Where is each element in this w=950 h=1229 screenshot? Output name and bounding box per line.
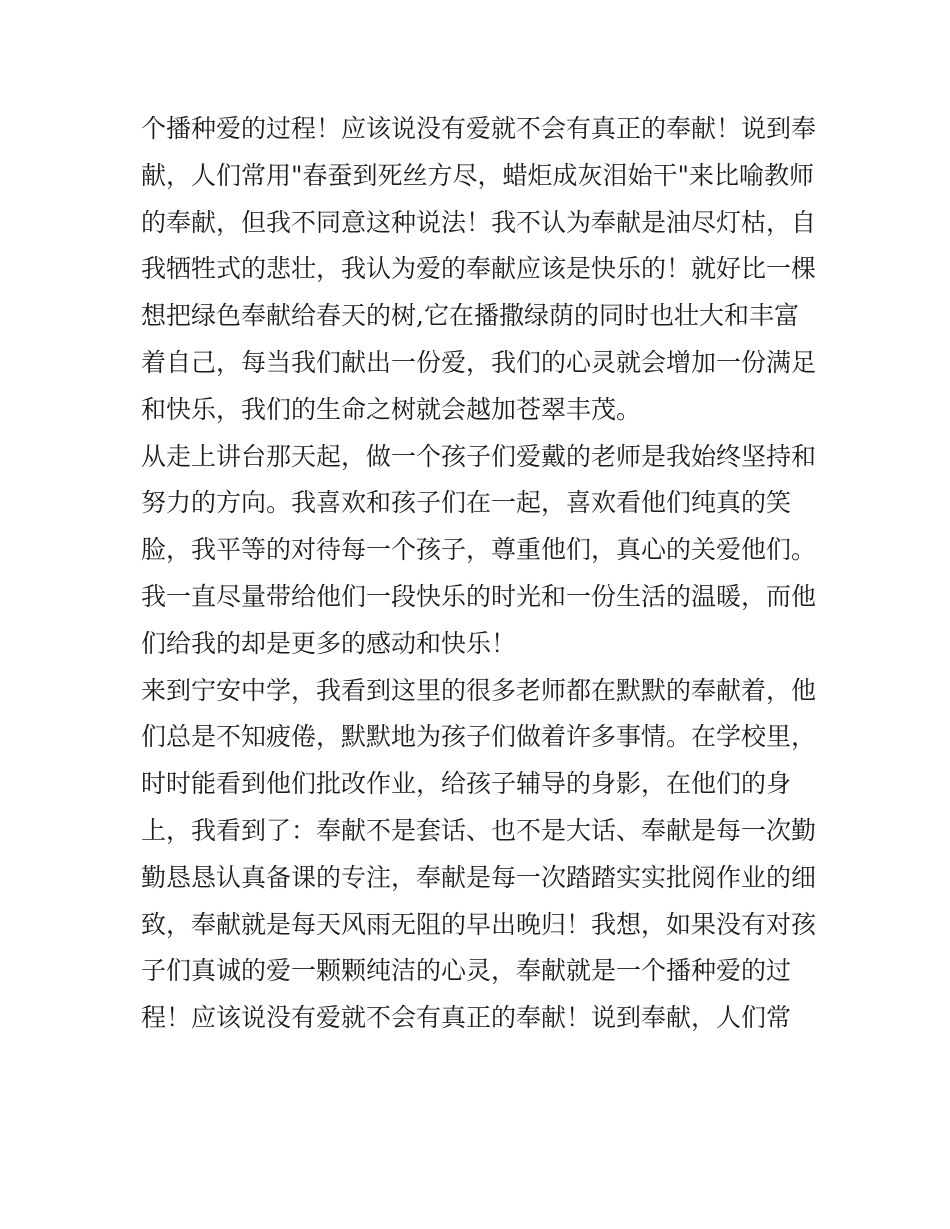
text-line: 努力的方向。我喜欢和孩子们在一起，喜欢看他们纯真的笑 bbox=[141, 488, 792, 518]
body-text bbox=[141, 106, 821, 1042]
text-line: 想把绿色奉献给春天的树,它在播撒绿荫的同时也壮大和丰富 bbox=[141, 301, 799, 331]
text-line: 时时能看到他们批改作业，给孩子辅导的身影，在他们的身 bbox=[141, 769, 792, 799]
text-line: 献，人们常用"春蚕到死丝方尽，蜡炬成灰泪始干"来比喻教师 bbox=[141, 160, 815, 190]
text-line: 上，我看到了：奉献不是套话、也不是大话、奉献是每一次勤 bbox=[141, 815, 817, 845]
text-line: 我一直尽量带给他们一段快乐的时光和一份生活的温暖，而他 bbox=[141, 581, 817, 611]
text-line: 的奉献，但我不同意这种说法！我不认为奉献是油尽灯枯，自 bbox=[141, 207, 817, 237]
text-line: 来到宁安中学，我看到这里的很多老师都在默默的奉献着，他 bbox=[141, 675, 817, 705]
text-line: 我牺牲式的悲壮，我认为爱的奉献应该是快乐的！就好比一棵 bbox=[141, 254, 817, 284]
text-line: 们给我的却是更多的感动和快乐！ bbox=[141, 628, 517, 658]
text-line: 致，奉献就是每天风雨无阻的早出晚归！我想，如果没有对孩 bbox=[141, 909, 817, 939]
text-line: 程！应该说没有爱就不会有真正的奉献！说到奉献，人们常 bbox=[141, 1003, 792, 1033]
text-line: 个播种爱的过程！应该说没有爱就不会有真正的奉献！说到奉 bbox=[141, 114, 817, 143]
text-line: 勤恳恳认真备课的专注，奉献是每一次踏踏实实批阅作业的细 bbox=[141, 862, 817, 892]
text-line: 脸，我平等的对待每一个孩子，尊重他们，真心的关爱他们。 bbox=[141, 535, 817, 565]
text-line: 从走上讲台那天起，做一个孩子们爱戴的老师是我始终坚持和 bbox=[141, 441, 817, 471]
text-line: 着自己，每当我们献出一份爱，我们的心灵就会增加一份满足 bbox=[141, 347, 817, 377]
text-line: 子们真诚的爱一颗颗纯洁的心灵，奉献就是一个播种爱的过 bbox=[141, 956, 792, 986]
text-line: 们总是不知疲倦，默默地为孩子们做着许多事情。在学校里， bbox=[141, 722, 817, 752]
text-line: 和快乐，我们的生命之树就会越加苍翠丰茂。 bbox=[141, 394, 642, 424]
